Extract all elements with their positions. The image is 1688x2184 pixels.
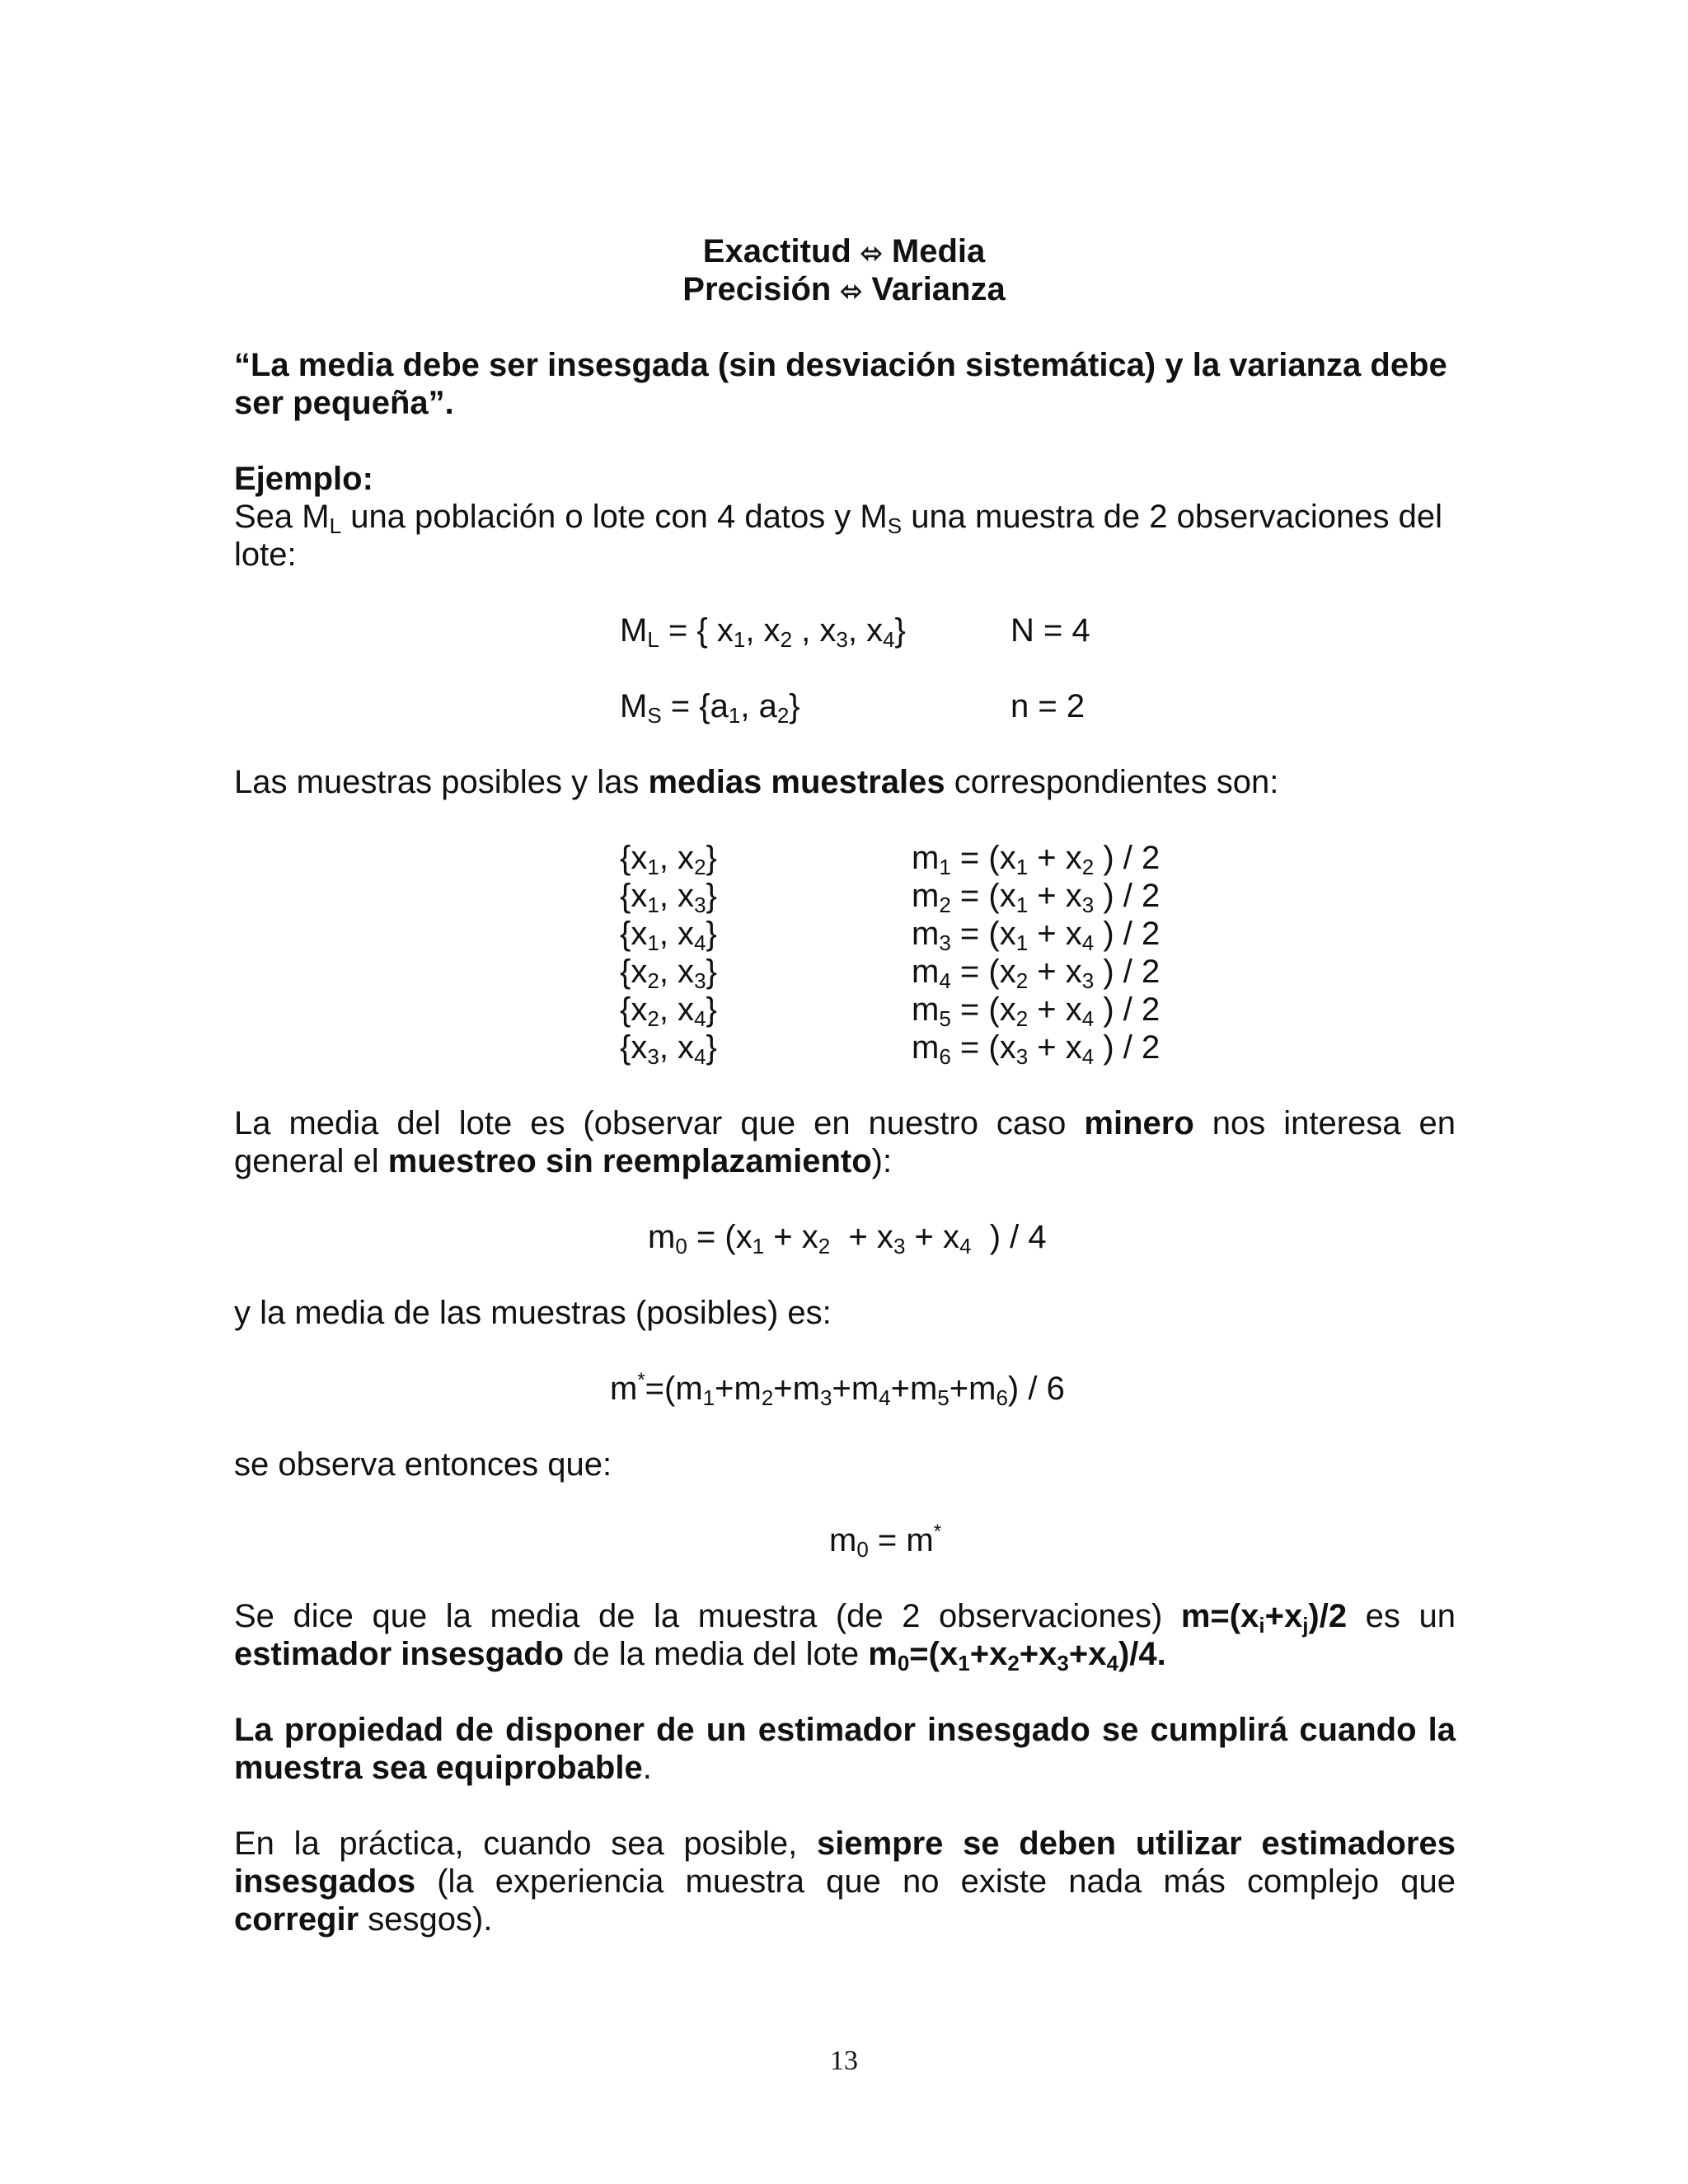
text-run: (la experiencia muestra que no existe nada más complejo que bbox=[415, 1863, 1456, 1900]
subscript: L bbox=[647, 627, 659, 652]
text-run: Sea M bbox=[234, 499, 330, 535]
samples-mean-formula: $m^*=(m_1+m_2+m_3+m_4+m_5+m_6) / 6$ bbox=[610, 1369, 1065, 1410]
sample-mean: $m_2 = (x_1 + x_3$ ) / 2 bbox=[912, 878, 1160, 917]
subscript: S bbox=[887, 513, 903, 538]
page-number: 13 bbox=[830, 2046, 858, 2076]
text-run: ): bbox=[871, 1143, 893, 1179]
bold-text: corregir bbox=[234, 1901, 359, 1938]
double-arrow-icon: ⬄ bbox=[860, 238, 883, 268]
bold-text: insesgados bbox=[234, 1863, 416, 1900]
subscript: L bbox=[329, 513, 342, 538]
sample-size: n = 2 bbox=[1010, 688, 1085, 724]
text-run: una muestra de 2 observaciones del bbox=[902, 499, 1443, 535]
lot-mean-formula: $m_0 = (x_1 + x_2 + x_3 + x_4$ ) / 4 bbox=[648, 1219, 1047, 1258]
text-run: una población o lote con 4 datos y M bbox=[341, 499, 888, 535]
sample-set-definition bbox=[620, 687, 800, 728]
property-line-1: La propiedad de disponer de un estimador insesgado se cumplirá cuando la bbox=[234, 1712, 1456, 1748]
text-run: de la media del lote bbox=[564, 1636, 869, 1672]
lot-size: N = 4 bbox=[1010, 612, 1090, 649]
bold-text: medias muestrales bbox=[648, 764, 945, 800]
sample-mean: $m_3 = (x_1 + x_4$ ) / 2 bbox=[912, 916, 1160, 955]
bold-text: muestreo sin reemplazamiento bbox=[387, 1143, 872, 1179]
text-run: La media del lote es (observar que en nuestro caso bbox=[234, 1105, 1085, 1141]
bold-text: estimador insesgado bbox=[234, 1636, 565, 1672]
lot-set-formula: = { $x_1$, $x_2$ , $x_3$, $x_4$} bbox=[659, 612, 906, 652]
estimator-formula: $m=(x_i+x_j)/2$ bbox=[1180, 1598, 1348, 1638]
observe-text: se observa entonces que: bbox=[234, 1446, 612, 1483]
text-run: M bbox=[620, 612, 648, 649]
sample-mean: $m_4 = (x_2 + x_3$ ) / 2 bbox=[912, 954, 1160, 993]
text-run: general el bbox=[234, 1143, 388, 1179]
bold-text: muestra sea equiprobable bbox=[234, 1750, 643, 1786]
sample-pair: {$x_2$, $x_3$} bbox=[620, 954, 717, 993]
conclusion-line-1 bbox=[234, 1597, 1456, 1638]
sample-pair: {$x_1$, $x_4$} bbox=[620, 916, 717, 955]
sample-pair: {$x_1$, $x_2$} bbox=[620, 840, 717, 879]
heading-line-2 bbox=[0, 270, 1688, 310]
lot-mean-formula-inline: $m_0=(x_1+x_2+x_3+x_4)/4$. bbox=[868, 1636, 1166, 1675]
double-arrow-icon: ⬄ bbox=[840, 276, 863, 306]
sample-mean: $m_1 = (x_1 + x_2$ ) / 2 bbox=[912, 840, 1160, 879]
heading-media: Media bbox=[891, 233, 986, 269]
sample-mean: $m_6 = (x_3 + x_4$ ) / 2 bbox=[912, 1029, 1160, 1069]
heading-varianza: Varianza bbox=[871, 271, 1006, 307]
heading-line-1 bbox=[0, 232, 1688, 272]
text-run: sesgos). bbox=[359, 1901, 493, 1938]
text-run: Las muestras posibles y las bbox=[234, 764, 649, 800]
text-run: Se dice que la media de la muestra (de 2 observaciones) bbox=[234, 1598, 1181, 1634]
subscript: S bbox=[647, 703, 662, 728]
heading-exactitud: Exactitud bbox=[702, 233, 851, 269]
example-paragraph-line-1 bbox=[234, 498, 1456, 536]
text-run: En la práctica, cuando sea posible, bbox=[234, 1825, 817, 1862]
equality-formula: $m_0 = m^*$ bbox=[829, 1521, 942, 1562]
sample-mean-intro: y la media de las muestras (posibles) es: bbox=[234, 1295, 832, 1331]
example-paragraph-line-2: lote: bbox=[234, 537, 297, 573]
heading-precision: Precisión bbox=[682, 271, 832, 307]
practice-line-2 bbox=[234, 1863, 1456, 1900]
lot-set-definition bbox=[620, 612, 906, 652]
text-run: nos interesa en bbox=[1193, 1105, 1456, 1141]
text-run: . bbox=[642, 1750, 652, 1786]
sample-mean: $m_5 = (x_2 + x_4$ ) / 2 bbox=[912, 991, 1160, 1031]
bold-text: minero bbox=[1084, 1105, 1194, 1141]
quote-line-1: “La media debe ser insesgada (sin desviación sistemática) y la varianza debe bbox=[234, 347, 1447, 383]
example-title: Ejemplo: bbox=[234, 461, 373, 497]
sample-set-formula: = {$a_1$, $a_2$} bbox=[661, 688, 800, 728]
conclusion-line-2 bbox=[234, 1635, 1456, 1673]
bold-text: siempre se deben utilizar estimadores bbox=[816, 1825, 1456, 1862]
lot-mean-intro-line-1 bbox=[234, 1104, 1456, 1142]
sample-pair: {$x_2$, $x_4$} bbox=[620, 991, 717, 1031]
quote-line-2: ser pequeña”. bbox=[234, 385, 454, 421]
practice-line-3 bbox=[234, 1900, 1456, 1938]
text-run: es un bbox=[1347, 1598, 1456, 1634]
sample-pair: {$x_3$, $x_4$} bbox=[620, 1029, 717, 1069]
lot-mean-intro-line-2 bbox=[234, 1142, 1456, 1180]
property-line-2 bbox=[234, 1749, 1456, 1787]
samples-intro bbox=[234, 763, 1456, 801]
text-run: M bbox=[620, 688, 648, 724]
text-run: correspondientes son: bbox=[945, 764, 1279, 800]
practice-line-1 bbox=[234, 1825, 1456, 1863]
sample-pair: {$x_1$, $x_3$} bbox=[620, 878, 717, 917]
